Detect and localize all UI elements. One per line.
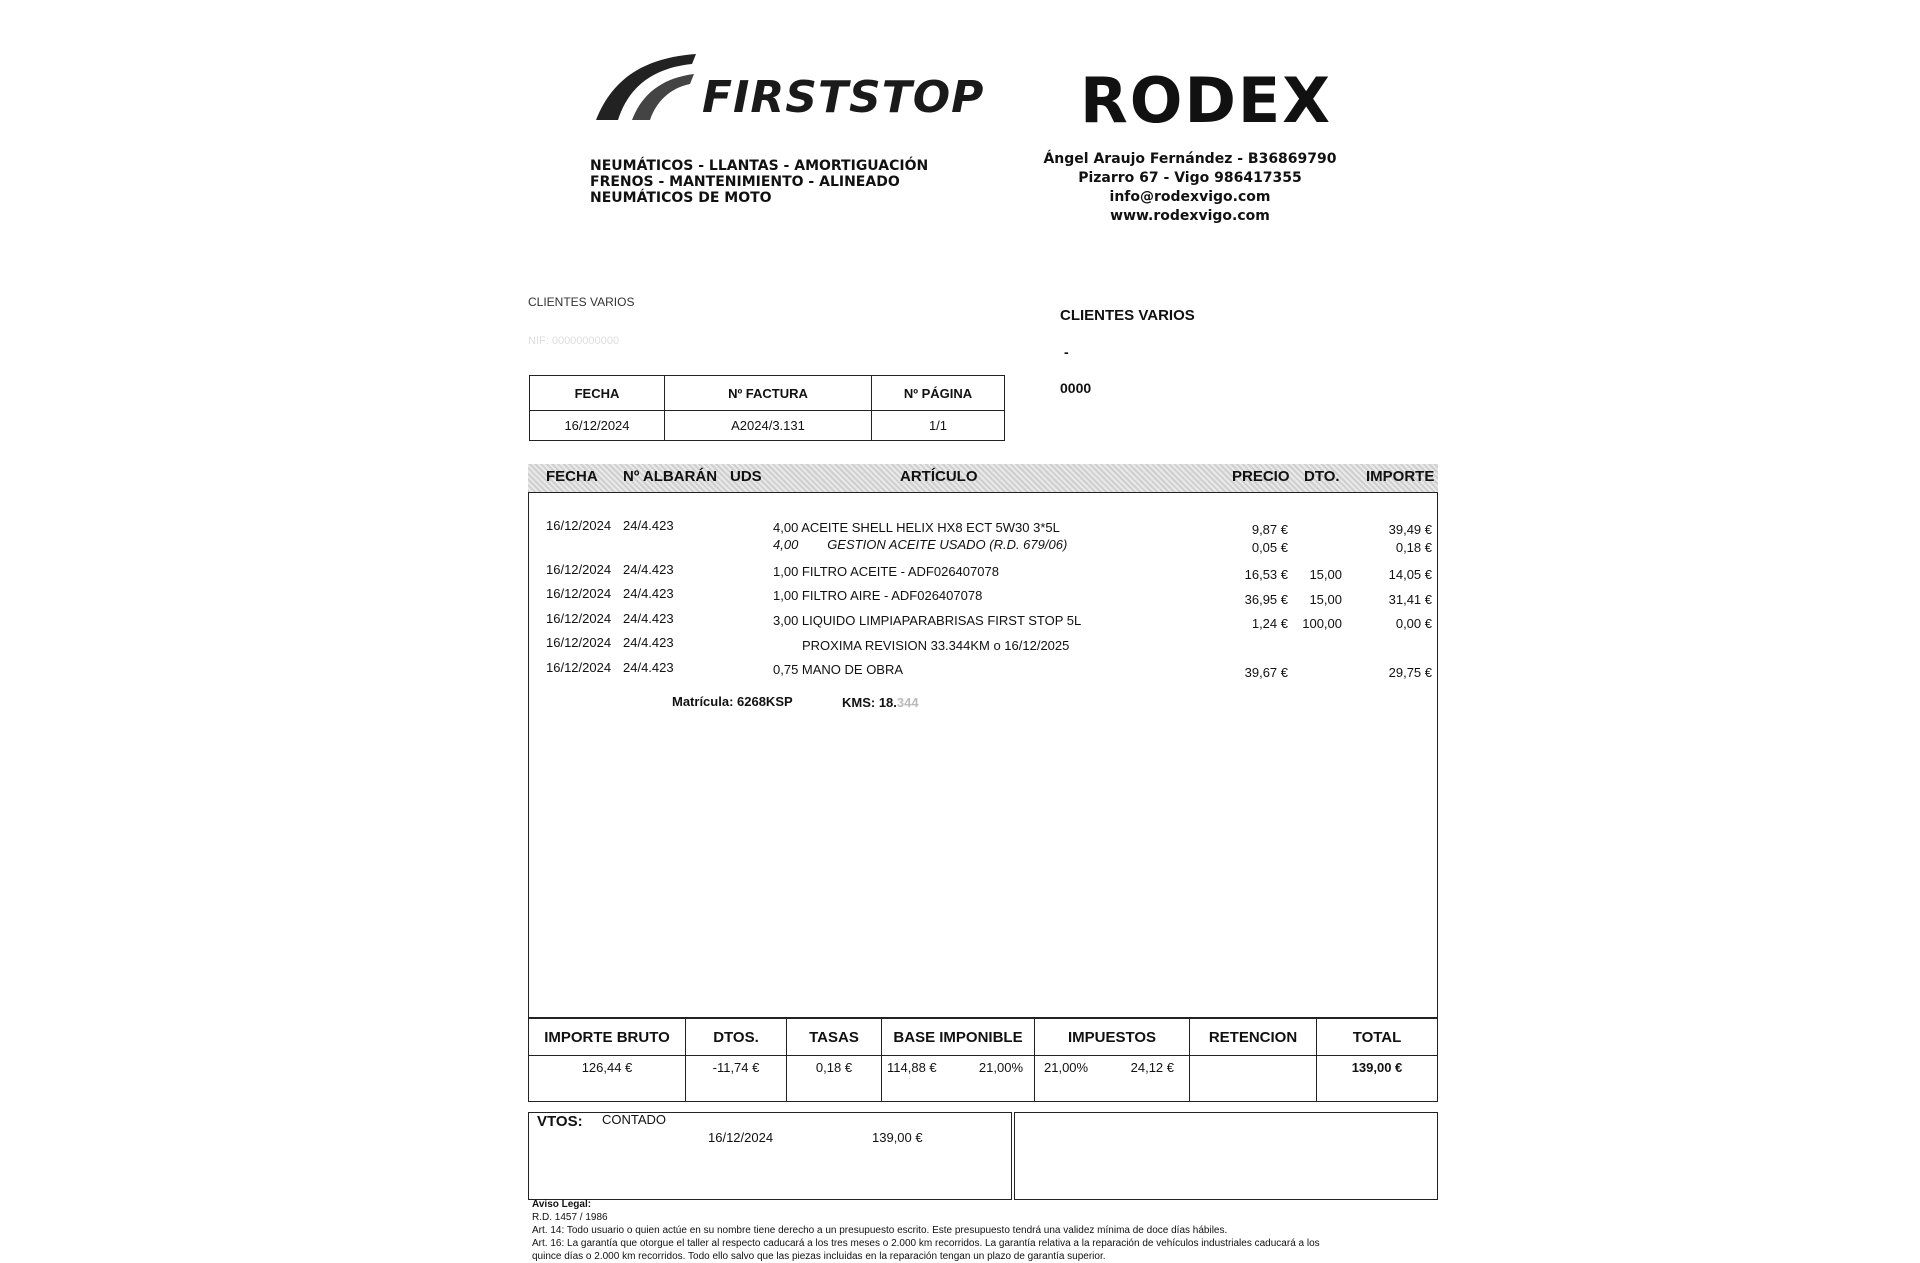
client-small-label: CLIENTES VARIOS	[528, 295, 635, 309]
tot-total-label: TOTAL	[1317, 1019, 1437, 1056]
col-albaran: Nº ALBARÁN	[623, 468, 718, 485]
row-dto: 15,00	[1309, 592, 1342, 607]
header-fecha-label: FECHA	[530, 376, 665, 411]
row-importe: 29,75 €	[1388, 665, 1432, 680]
row-price: 16,53 €	[1244, 567, 1288, 582]
row-dto: 100,00	[1302, 616, 1342, 631]
row-albaran: 24/4.423	[623, 660, 674, 675]
tot-tasas-label: TASAS	[787, 1019, 882, 1056]
col-articulo: ARTÍCULO	[900, 468, 978, 485]
row-albaran: 24/4.423	[623, 586, 674, 601]
rodex-logo: RODEX	[1080, 64, 1333, 137]
tot-base-value: 114,88 €	[887, 1060, 937, 1075]
vtos-box	[528, 1112, 1012, 1200]
row-albaran: 24/4.423	[623, 611, 674, 626]
tot-impuestos-label: IMPUESTOS	[1035, 1019, 1190, 1056]
totals-table	[528, 1018, 1438, 1102]
client-blurred-id: NIF: 00000000000	[528, 335, 620, 347]
tot-imp-value: 24,12 €	[1130, 1060, 1174, 1075]
vtos-amount: 139,00 €	[872, 1130, 923, 1145]
header-fecha-value: 16/12/2024	[530, 411, 665, 441]
service-line: NEUMÁTICOS DE MOTO	[590, 190, 772, 206]
row-price: 9,87 €	[1251, 522, 1288, 537]
tot-dtos-label: DTOS.	[686, 1019, 787, 1056]
row-importe: 14,05 €	[1388, 567, 1432, 582]
row-albaran: 24/4.423	[623, 562, 674, 577]
legal-rd: R.D. 1457 / 1986	[532, 1212, 608, 1223]
row-desc: 3,00 LIQUIDO LIMPIAPARABRISAS FIRST STOP 5L	[773, 613, 1082, 628]
vtos-label: VTOS:	[537, 1113, 583, 1130]
service-line: NEUMÁTICOS - LLANTAS - AMORTIGUACIÓN	[590, 158, 929, 174]
notes-box	[1014, 1112, 1438, 1200]
row-desc: 4,00 GESTION ACEITE USADO (R.D. 679/06)	[773, 537, 1068, 552]
header-factura-value: A2024/3.131	[665, 411, 872, 441]
tot-imp-pct: 21,00%	[1044, 1060, 1089, 1075]
tot-retencion-value	[1190, 1056, 1317, 1101]
row-date: 16/12/2024	[546, 635, 612, 650]
company-address: Pizarro 67 - Vigo 986417355	[1078, 170, 1302, 186]
header-factura-label: Nº FACTURA	[665, 376, 872, 411]
service-line: FRENOS - MANTENIMIENTO - ALINEADO	[590, 174, 900, 190]
company-contact: info@rodexvigo.com www.rodexvigo.com	[1109, 189, 1271, 224]
row-date: 16/12/2024	[546, 562, 612, 577]
firststop-swoosh-icon	[592, 50, 702, 130]
row-desc: 4,00 ACEITE SHELL HELIX HX8 ECT 5W30 3*5L	[773, 520, 1060, 535]
tot-dtos-value: -11,74 €	[686, 1056, 787, 1101]
kms-value: 344	[896, 695, 919, 710]
tot-bruto-label: IMPORTE BRUTO	[529, 1019, 686, 1056]
kms-label: KMS: 18.	[842, 695, 897, 710]
invoice-header-table	[529, 375, 1005, 441]
legal-notice	[532, 1198, 1822, 1263]
firststop-wordmark: FIRSTSTOP	[702, 72, 985, 123]
row-dto: 15,00	[1309, 567, 1342, 582]
row-price: 36,95 €	[1244, 592, 1288, 607]
header-pagina-value: 1/1	[872, 411, 1005, 441]
row-albaran: 24/4.423	[623, 635, 674, 650]
vtos-type: CONTADO	[602, 1112, 667, 1127]
client-dash: -	[1064, 344, 1069, 360]
header-pagina-label: Nº PÁGINA	[872, 376, 1005, 411]
firststop-logo	[592, 50, 985, 130]
legal-art16: Art. 16: La garantía que otorgue el taller al respecto caducará a los tres meses o 2.000 km recorridos. La garantía relativa a la reparación de vehículos industriales caducará a los	[532, 1238, 1320, 1249]
row-price: 1,24 €	[1251, 616, 1288, 631]
services-list	[590, 158, 928, 206]
legal-art16b: quince días o 2.000 km recorridos. Todo ello salvo que las piezas incluidas en la reparación tengan un plazo de garantía superior.	[532, 1251, 1106, 1262]
tot-retencion-label: RETENCION	[1190, 1019, 1317, 1056]
tot-tasas-value: 0,18 €	[787, 1056, 882, 1101]
tot-bruto-value: 126,44 €	[529, 1056, 686, 1101]
tot-base-cell	[882, 1056, 1035, 1101]
row-date: 16/12/2024	[546, 518, 612, 533]
row-desc: 0,75 MANO DE OBRA	[773, 662, 904, 677]
row-price: 0,05 €	[1251, 540, 1288, 555]
vtos-date: 16/12/2024	[708, 1130, 774, 1145]
col-fecha: FECHA	[546, 468, 598, 485]
row-albaran: 24/4.423	[623, 518, 674, 533]
row-importe: 31,41 €	[1388, 592, 1432, 607]
row-importe: 0,18 €	[1395, 540, 1432, 555]
kms	[842, 695, 919, 710]
col-dto: DTO.	[1304, 468, 1340, 485]
tot-total-value: 139,00 €	[1351, 1060, 1403, 1075]
row-importe: 0,00 €	[1395, 616, 1432, 631]
col-precio: PRECIO	[1232, 468, 1290, 485]
tot-base-label: BASE IMPONIBLE	[882, 1019, 1035, 1056]
row-importe: 39,49 €	[1388, 522, 1432, 537]
tot-base-pct: 21,00%	[978, 1060, 1023, 1075]
client-name: CLIENTES VARIOS	[1060, 307, 1195, 324]
row-date: 16/12/2024	[546, 611, 612, 626]
col-importe: IMPORTE	[1366, 468, 1435, 485]
company-name: Ángel Araujo Fernández - B36869790	[1043, 151, 1337, 167]
row-desc: 1,00 FILTRO ACEITE - ADF026407078	[773, 564, 999, 579]
row-desc: 1,00 FILTRO AIRE - ADF026407078	[773, 588, 983, 603]
row-price: 39,67 €	[1244, 665, 1288, 680]
row-date: 16/12/2024	[546, 586, 612, 601]
tot-impuestos-cell	[1035, 1056, 1190, 1101]
legal-art14: Art. 14: Todo usuario o quien actúe en su nombre tiene derecho a un presupuesto escrito. Este presupuesto tendrá una validez mínima de doce días hábiles.	[532, 1225, 1228, 1236]
col-uds: UDS	[730, 468, 762, 485]
row-date: 16/12/2024	[546, 660, 612, 675]
client-code: 0000	[1060, 380, 1092, 396]
legal-title: Aviso Legal:	[532, 1199, 592, 1210]
company-info	[1040, 150, 1340, 226]
row-desc: PROXIMA REVISION 33.344KM o 16/12/2025	[802, 638, 1070, 653]
matricula: Matrícula: 6268KSP	[672, 694, 793, 709]
